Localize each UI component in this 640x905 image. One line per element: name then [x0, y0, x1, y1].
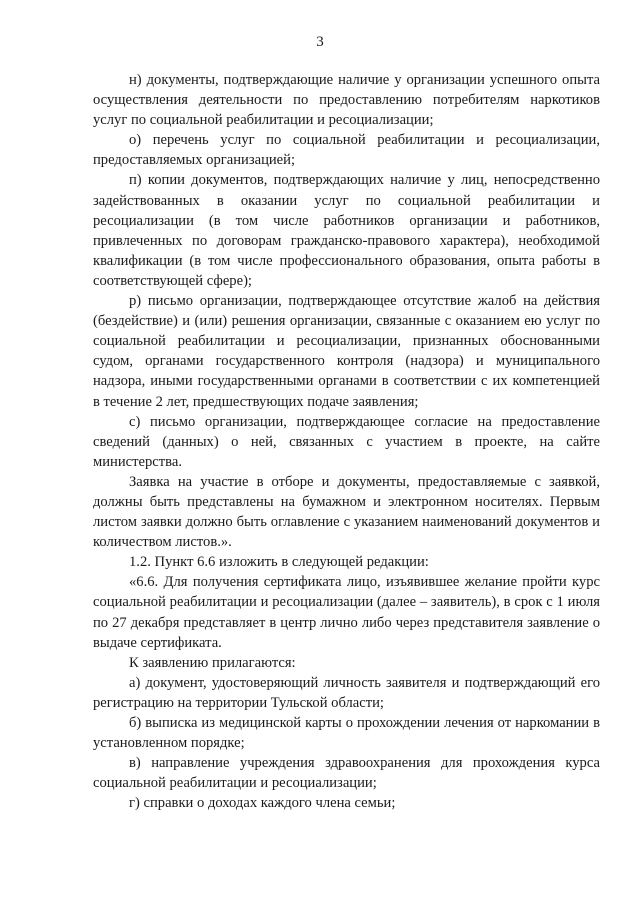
- page-number: 3: [316, 34, 324, 50]
- paragraph-amendment-1-2: 1.2. Пункт 6.6 изложить в следующей редакции:: [129, 554, 429, 571]
- paragraph-p: п) копии документов, подтверждающих наличие у лиц, непосредственно задействованных в оказании услуг по социальной реабилитации и ресоциализации (в том числе работников организации и работников, привлеченных по договорам гражданско-правового характера), необходимой квалификации (в том числе профессионального образования, опыта работы в соответствующей сфере);: [93, 172, 600, 289]
- paragraph-g: г) справки о доходах каждого члена семьи;: [129, 795, 396, 812]
- paragraph-attachments-intro: К заявлению прилагаются:: [129, 654, 296, 671]
- paragraph-v: в) направление учреждения здравоохранения для прохождения курса социальной реабилитации и ресоциализации;: [93, 755, 600, 792]
- paragraph-o: о) перечень услуг по социальной реабилитации и ресоциализации, предоставляемых организацией;: [93, 132, 600, 169]
- paragraph-6-6: «6.6. Для получения сертификата лицо, изъявившее желание пройти курс социальной реабилитации и ресоциализации (далее – заявитель), в срок с 1 июля по 27 декабря представляет в центр лично либо через представителя заявление о выдаче сертификата.: [93, 574, 600, 651]
- document-body: [93, 70, 600, 813]
- paragraph-n: н) документы, подтверждающие наличие у организации успешного опыта осуществления деятельности по предоставлению потребителям наркотиков услуг по социальной реабилитации и ресоциализации;: [93, 72, 600, 129]
- paragraph-r: р) письмо организации, подтверждающее отсутствие жалоб на действия (бездействие) и (или) решения организации, связанные с оказанием ею услуг по социальной реабилитации и ресоциализации, признанных обоснованными судом, органами государственного контроля (надзора) и муниципального надзора, иными государственными органами в соответствии с их компетенцией в течение 2 лет, предшествующих подаче заявления;: [93, 293, 600, 410]
- paragraph-b: б) выписка из медицинской карты о прохождении лечения от наркомании в установленном порядке;: [93, 715, 600, 752]
- paragraph-application-requirements: Заявка на участие в отборе и документы, предоставляемые с заявкой, должны быть представлены на бумажном и электронном носителях. Первым листом заявки должно быть оглавление с указанием наименований документов и количеством листов.».: [93, 473, 600, 551]
- paragraph-a: а) документ, удостоверяющий личность заявителя и подтверждающий его регистрацию на территории Тульской области;: [93, 674, 600, 711]
- paragraph-s: с) письмо организации, подтверждающее согласие на предоставление сведений (данных) о ней, связанных с участием в проекте, на сайте министерства.: [93, 413, 600, 470]
